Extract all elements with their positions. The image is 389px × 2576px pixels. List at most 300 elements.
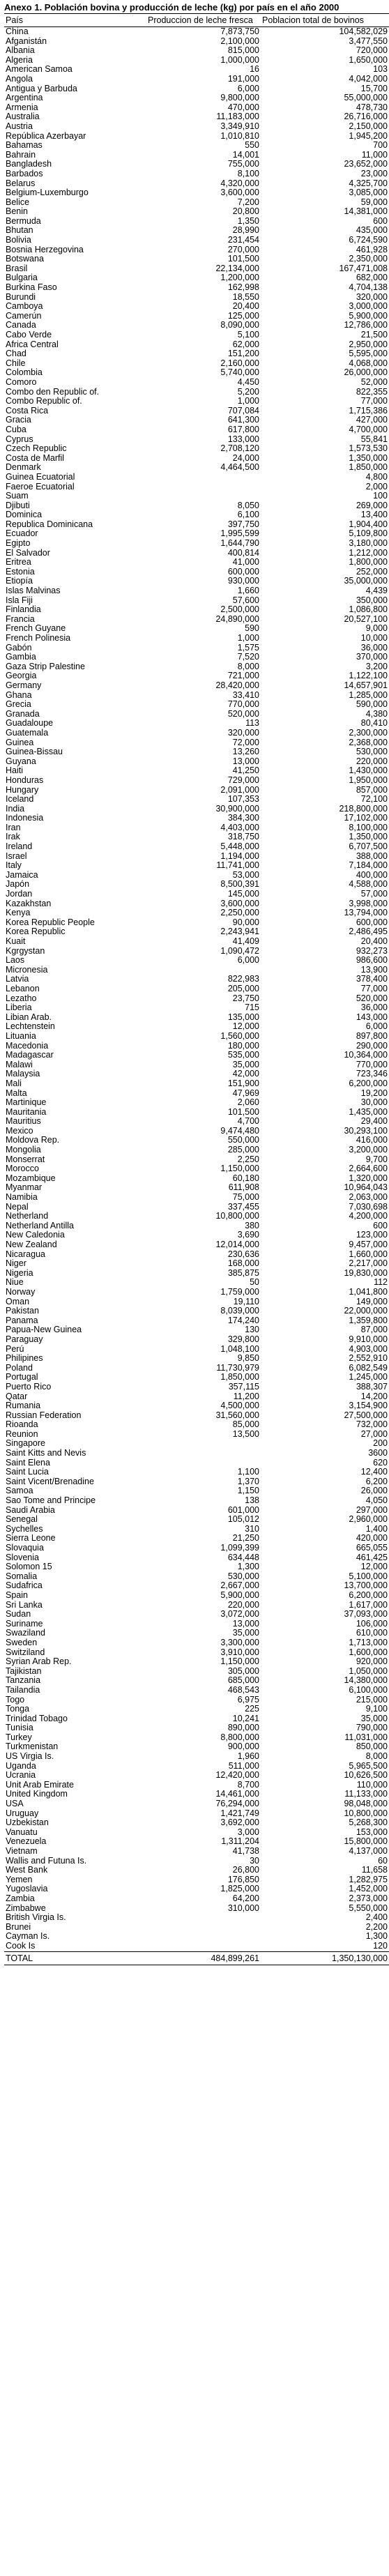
milk-cell: 151,200 [227, 349, 259, 359]
table-row [4, 766, 389, 776]
country-cell: Sudafrica [6, 1580, 43, 1591]
cows-cell: 167,471,008 [339, 263, 388, 273]
cows-cell: 400,000 [356, 869, 388, 880]
cows-cell: 4,903,000 [349, 1343, 388, 1354]
table-row [4, 1022, 389, 1032]
table-row [4, 1771, 389, 1781]
table-row [4, 1003, 389, 1013]
milk-cell: 3,600,000 [220, 188, 259, 198]
country-cell: Tailandia [6, 1684, 40, 1695]
country-cell: Japón [6, 879, 30, 890]
cows-cell: 59,000 [360, 197, 388, 207]
milk-cell [146, 1923, 261, 1933]
country-cell: Gabón [6, 642, 32, 653]
cows-cell: 98,048,000 [344, 1799, 388, 1809]
cows-cell: 252,000 [356, 566, 388, 577]
milk-cell: 601,000 [227, 1504, 259, 1515]
country-cell: Angola [6, 73, 33, 84]
country-cell: Turkey [6, 1732, 32, 1742]
milk-cell: 3,349,910 [220, 121, 259, 131]
cows-cell: 77,000 [360, 983, 388, 993]
country-cell: Afganistán [6, 36, 47, 46]
column-header-milk: Produccion de leche fresca [146, 14, 261, 27]
table-row [4, 823, 389, 833]
milk-cell [146, 473, 261, 482]
cows-cell: 850,000 [356, 1742, 388, 1752]
table-row [4, 634, 389, 643]
cows-cell: 7,184,000 [349, 860, 388, 871]
cows-cell: 80,410 [360, 718, 388, 729]
milk-cell: 35,000 [232, 1628, 259, 1638]
table-row [4, 757, 389, 767]
table-row [4, 1259, 389, 1269]
table-row [4, 681, 389, 691]
country-cell: Burkina Faso [6, 282, 57, 293]
milk-cell: 101,500 [227, 254, 259, 264]
milk-cell: 1,311,204 [221, 1836, 259, 1847]
country-cell: Haiti [6, 765, 24, 776]
cows-cell: 11,000 [361, 149, 388, 160]
cows-cell: 1,452,000 [349, 1884, 388, 1894]
table-row [4, 1060, 389, 1070]
table-row [4, 141, 389, 151]
milk-cell: 1,759,000 [220, 1286, 259, 1297]
country-cell: Germany [6, 680, 42, 690]
milk-cell: 2,250 [237, 1154, 259, 1164]
country-cell: Grecia [6, 699, 31, 710]
table-row [4, 890, 389, 899]
table-row [4, 501, 389, 511]
cows-cell: 215,000 [356, 1694, 388, 1705]
cows-cell: 26,716,000 [344, 112, 388, 122]
milk-cell: 50 [250, 1277, 259, 1288]
cows-cell: 1,950,000 [349, 775, 388, 785]
milk-cell: 707,084 [227, 405, 259, 416]
cows-cell: 17,102,000 [344, 813, 388, 823]
cows-cell: 1,285,000 [349, 689, 388, 700]
milk-cell: 105,012 [227, 1514, 259, 1525]
country-cell: Algeria [6, 54, 33, 65]
country-cell: Mauritius [6, 1116, 41, 1127]
table-row [4, 842, 389, 852]
cows-cell: 3,200,000 [349, 1145, 388, 1155]
table-row [4, 1657, 389, 1667]
table-row [4, 293, 389, 303]
table-row [4, 1089, 389, 1099]
table-row [4, 539, 389, 549]
milk-cell: 133,000 [227, 434, 259, 444]
table-row [4, 1221, 389, 1231]
cows-cell: 5,268,300 [349, 1817, 388, 1828]
country-cell: Nigeria [6, 1267, 33, 1278]
country-cell: Saint Elena [6, 1457, 50, 1468]
milk-cell: 535,000 [227, 1050, 259, 1060]
milk-cell: 4,403,000 [220, 822, 259, 832]
country-cell: Myanmar [6, 1182, 43, 1193]
cows-cell: 3,998,000 [349, 898, 388, 908]
milk-cell: 685,000 [227, 1675, 259, 1686]
cows-cell: 378,400 [356, 974, 388, 984]
cows-cell: 6,724,590 [349, 235, 388, 245]
country-cell: Lituania [6, 1030, 36, 1041]
table-row [4, 1250, 389, 1260]
milk-cell: 13,260 [232, 747, 259, 757]
table-row [4, 1401, 389, 1411]
country-cell: Malta [6, 1088, 27, 1098]
table-row [4, 444, 389, 454]
cows-cell: 350,000 [356, 595, 388, 605]
cows-cell: 6,200 [365, 1476, 388, 1486]
cows-cell: 461,928 [356, 244, 388, 254]
country-cell: Comoro [6, 376, 37, 387]
country-cell: Francia [6, 613, 35, 624]
table-row [4, 359, 389, 369]
cows-cell: 6,000 [365, 1021, 388, 1032]
table-row [4, 349, 389, 359]
country-cell: Guinea [6, 737, 34, 747]
cows-cell: 35,000,000 [344, 576, 388, 586]
country-cell: Sychelles [6, 1523, 43, 1534]
cows-cell: 590,000 [356, 699, 388, 710]
milk-cell: 305,000 [227, 1666, 259, 1676]
total-row [4, 1951, 389, 1965]
cows-cell: 3,085,000 [349, 188, 388, 198]
cows-cell: 72,100 [360, 794, 388, 805]
cows-cell: 12,000 [360, 1562, 388, 1572]
country-cell: Kuait [6, 936, 26, 946]
country-cell: Honduras [6, 775, 44, 785]
table-header-row [4, 14, 389, 27]
milk-cell: 2,100,000 [220, 36, 259, 46]
country-cell: Ucrania [6, 1770, 36, 1781]
country-cell: Finlandia [6, 604, 41, 615]
cows-cell: 1,041,800 [349, 1286, 388, 1297]
table-row [4, 56, 389, 66]
country-cell: Tanzania [6, 1675, 41, 1686]
cows-cell: 10,964,043 [344, 1182, 388, 1193]
country-cell: Suam [6, 491, 29, 501]
table-row [4, 1468, 389, 1477]
table-row [4, 1335, 389, 1345]
country-cell: Puerto Rico [6, 1381, 52, 1392]
milk-cell: 4,700 [237, 1116, 259, 1127]
milk-cell: 3,300,000 [220, 1637, 259, 1647]
table-row [4, 1799, 389, 1809]
cows-cell: 3,000,000 [349, 301, 388, 312]
milk-cell: 1,010,810 [220, 130, 259, 141]
milk-cell: 1,090,472 [220, 945, 259, 956]
cows-cell: 1,122,100 [349, 671, 388, 681]
milk-cell: 1,575 [237, 642, 259, 653]
country-cell: Trinidad Tobago [6, 1713, 68, 1723]
milk-cell: 24,890,000 [215, 613, 259, 624]
cows-cell: 700 [373, 140, 388, 151]
table-row [4, 1544, 389, 1553]
country-cell: Colombia [6, 367, 43, 378]
country-cell: Moldova Rep. [6, 1135, 60, 1145]
cows-cell: 5,109,800 [349, 528, 388, 539]
milk-cell: 205,000 [227, 983, 259, 993]
country-cell: French Guyane [6, 623, 66, 634]
country-cell: Paraguay [6, 1334, 43, 1344]
table-row [4, 1212, 389, 1221]
country-cell: Martinique [6, 1097, 47, 1108]
cows-cell: 3,200 [365, 661, 388, 671]
country-cell: Mauritania [6, 1106, 47, 1117]
table-row [4, 1145, 389, 1155]
country-cell: Combo den Republic of. [6, 386, 100, 397]
milk-cell: 1,825,000 [220, 1884, 259, 1894]
table-row [4, 1790, 389, 1799]
table-row [4, 1648, 389, 1658]
cows-cell: 220,000 [356, 756, 388, 766]
country-cell: Reunion [6, 1428, 38, 1439]
cows-cell: 15,700 [360, 83, 388, 93]
cows-cell: 27,500,000 [344, 1410, 388, 1420]
country-cell: Camboya [6, 301, 43, 312]
country-cell: Bhutan [6, 225, 33, 236]
cows-cell: 4,439 [365, 586, 388, 596]
cows-cell: 7,030,698 [349, 1201, 388, 1212]
country-cell: Panama [6, 1315, 38, 1325]
milk-cell: 1,000,000 [220, 54, 259, 65]
table-row [4, 832, 389, 842]
table-row [4, 1686, 389, 1695]
country-cell: Slovenia [6, 1552, 39, 1562]
country-cell: Burundi [6, 291, 36, 302]
table-row [4, 738, 389, 748]
cows-cell: 1,850,000 [349, 462, 388, 473]
table-row [4, 1098, 389, 1108]
milk-cell: 3,072,000 [220, 1609, 259, 1619]
document-title: Anexo 1. Población bovina y producción de leche (kg) por país en el año 2000 [4, 2, 340, 13]
country-cell: Monserrat [6, 1154, 45, 1164]
milk-cell: 18,550 [232, 291, 259, 302]
cows-cell: 5,900,000 [349, 310, 388, 321]
country-cell: Antigua y Barbuda [6, 83, 77, 93]
milk-cell: 191,000 [227, 73, 259, 84]
cows-cell: 3,477,550 [349, 36, 388, 46]
table-row [4, 852, 389, 862]
milk-cell: 9,800,000 [220, 93, 259, 103]
table-row [4, 994, 389, 1004]
country-cell: Ghana [6, 689, 32, 700]
cows-cell: 1,650,000 [349, 54, 388, 65]
cows-cell: 1,904,400 [349, 519, 388, 529]
table-row [4, 103, 389, 113]
table-row [4, 1875, 389, 1885]
milk-cell: 13,000 [232, 756, 259, 766]
table-row [4, 1619, 389, 1629]
milk-cell: 611,908 [228, 1182, 259, 1193]
country-cell: Lezatho [6, 993, 37, 1003]
milk-cell: 6,000 [237, 955, 259, 966]
milk-cell: 76,294,000 [215, 1799, 259, 1809]
table-row [4, 160, 389, 169]
country-cell: Bosnia Herzegovina [6, 244, 84, 254]
country-cell: Uzbekistan [6, 1817, 49, 1828]
cows-cell: 388,000 [356, 851, 388, 861]
table-row [4, 302, 389, 312]
milk-cell: 357,115 [228, 1381, 259, 1392]
table-row [4, 1525, 389, 1534]
country-cell: Indonesia [6, 813, 44, 823]
cows-cell: 1,800,000 [349, 557, 388, 567]
table-row [4, 312, 389, 321]
country-cell: Cook Is [6, 1940, 36, 1951]
table-row [4, 662, 389, 672]
milk-cell: 8,039,000 [220, 1306, 259, 1316]
table-row [4, 264, 389, 274]
table-row [4, 388, 389, 397]
table-row [4, 520, 389, 530]
milk-cell: 13,000 [232, 1618, 259, 1629]
milk-cell: 10,800,000 [215, 1211, 259, 1221]
milk-cell: 47,969 [232, 1088, 259, 1098]
cows-cell: 13,400 [360, 510, 388, 520]
cows-cell: 1,400 [365, 1523, 388, 1534]
country-cell: Macedonia [6, 1040, 49, 1051]
cows-cell: 9,457,000 [349, 1240, 388, 1249]
country-cell: Kenya [6, 908, 31, 918]
country-cell: Iran [6, 822, 21, 832]
table-row [4, 1382, 389, 1392]
cows-cell: 461,425 [356, 1552, 388, 1562]
table-row [4, 586, 389, 596]
milk-cell: 9,850 [237, 1353, 259, 1364]
country-cell: Cyprus [6, 434, 33, 444]
table-row [4, 1752, 389, 1762]
table-row [4, 596, 389, 606]
milk-cell [146, 1439, 261, 1449]
table-row [4, 984, 389, 994]
table-row [4, 1278, 389, 1288]
country-cell: Portugal [6, 1372, 38, 1382]
table-row [4, 416, 389, 425]
cows-cell: 9,100 [365, 1704, 388, 1714]
milk-cell [146, 491, 261, 501]
milk-cell: 2,708,120 [220, 443, 259, 454]
cows-cell: 1,600,000 [349, 1647, 388, 1657]
table-row [4, 966, 389, 975]
country-cell: Granada [6, 708, 40, 719]
table-row [4, 1629, 389, 1638]
cows-cell: 4,200,000 [349, 1211, 388, 1221]
cows-cell: 120 [373, 1940, 388, 1951]
cows-cell: 1,245,000 [349, 1372, 388, 1382]
cows-cell: 200 [373, 1438, 388, 1449]
table-row [4, 1705, 389, 1714]
country-cell: Zimbabwe [6, 1903, 46, 1913]
table-row [4, 1164, 389, 1174]
table-row [4, 75, 389, 84]
table-row [4, 1884, 389, 1894]
cows-cell: 600 [373, 215, 388, 226]
cows-cell: 36,000 [360, 1003, 388, 1013]
milk-cell: 2,250,000 [220, 908, 259, 918]
milk-cell: 1,150,000 [220, 1656, 259, 1667]
milk-cell: 320,000 [227, 727, 259, 738]
milk-cell: 225 [245, 1704, 259, 1714]
milk-cell: 285,000 [227, 1145, 259, 1155]
table-row [4, 425, 389, 435]
country-cell: Iceland [6, 794, 34, 805]
cows-cell: 11,658 [361, 1865, 388, 1875]
table-row [4, 397, 389, 406]
cows-cell: 4,050 [365, 1495, 388, 1506]
cows-cell: 790,000 [356, 1723, 388, 1733]
cows-cell: 77,000 [360, 396, 388, 406]
milk-cell: 2,667,000 [220, 1580, 259, 1591]
milk-cell: 13,500 [232, 1428, 259, 1439]
cows-cell: 1,945,200 [349, 130, 388, 141]
cows-cell: 30,293,100 [344, 1125, 388, 1136]
country-cell: Guyana [6, 756, 36, 766]
country-cell: Bulgaria [6, 273, 38, 283]
milk-cell: 35,000 [232, 1059, 259, 1069]
table-row [4, 378, 389, 388]
milk-cell: 75,000 [232, 1192, 259, 1203]
milk-cell: 329,800 [227, 1334, 259, 1344]
milk-cell: 180,000 [227, 1040, 259, 1051]
table-row [4, 1742, 389, 1752]
table-row [4, 1809, 389, 1819]
table-row [4, 861, 389, 871]
milk-cell: 641,300 [227, 415, 259, 425]
table-row [4, 1818, 389, 1828]
country-cell: Barbados [6, 168, 43, 178]
table-row [4, 1136, 389, 1145]
table-row [4, 217, 389, 227]
cows-cell: 1,320,000 [349, 1173, 388, 1183]
table-row [4, 1193, 389, 1203]
cows-cell: 1,713,000 [349, 1637, 388, 1647]
document-sheet [4, 0, 388, 1965]
table-row [4, 1942, 389, 1951]
country-cell: República Azerbayar [6, 130, 86, 141]
cows-cell: 14,200 [360, 1391, 388, 1401]
country-cell: American Samoa [6, 64, 73, 75]
table-row [4, 1439, 389, 1449]
country-cell: Bolivia [6, 235, 31, 245]
table-row [4, 93, 389, 103]
cows-cell: 36,000 [360, 642, 388, 653]
milk-cell: 7,200 [237, 197, 259, 207]
table-row [4, 529, 389, 539]
country-cell: Turkmenistan [6, 1742, 59, 1752]
cows-cell: 143,000 [356, 1012, 388, 1022]
table-row [4, 918, 389, 928]
country-cell: Philipines [6, 1353, 43, 1364]
table-row [4, 435, 389, 445]
cows-cell: 123,000 [356, 1230, 388, 1240]
country-cell: Russian Federation [6, 1410, 82, 1420]
country-cell: Vietnam [6, 1846, 38, 1856]
milk-cell: 617,800 [227, 424, 259, 434]
country-cell: Yemen [6, 1874, 33, 1884]
milk-cell: 230,636 [227, 1249, 259, 1259]
milk-cell: 7,520 [237, 652, 259, 662]
milk-cell: 162,998 [227, 282, 259, 293]
cows-cell: 19,830,000 [344, 1267, 388, 1278]
milk-cell: 2,243,941 [220, 927, 259, 937]
cows-cell: 4,588,000 [349, 879, 388, 890]
total-milk: 484,899,261 [146, 1951, 261, 1965]
country-cell: Sierra Leone [6, 1533, 56, 1544]
table-row [4, 1904, 389, 1914]
country-cell: El Salvador [6, 547, 50, 558]
milk-cell: 815,000 [227, 45, 259, 56]
